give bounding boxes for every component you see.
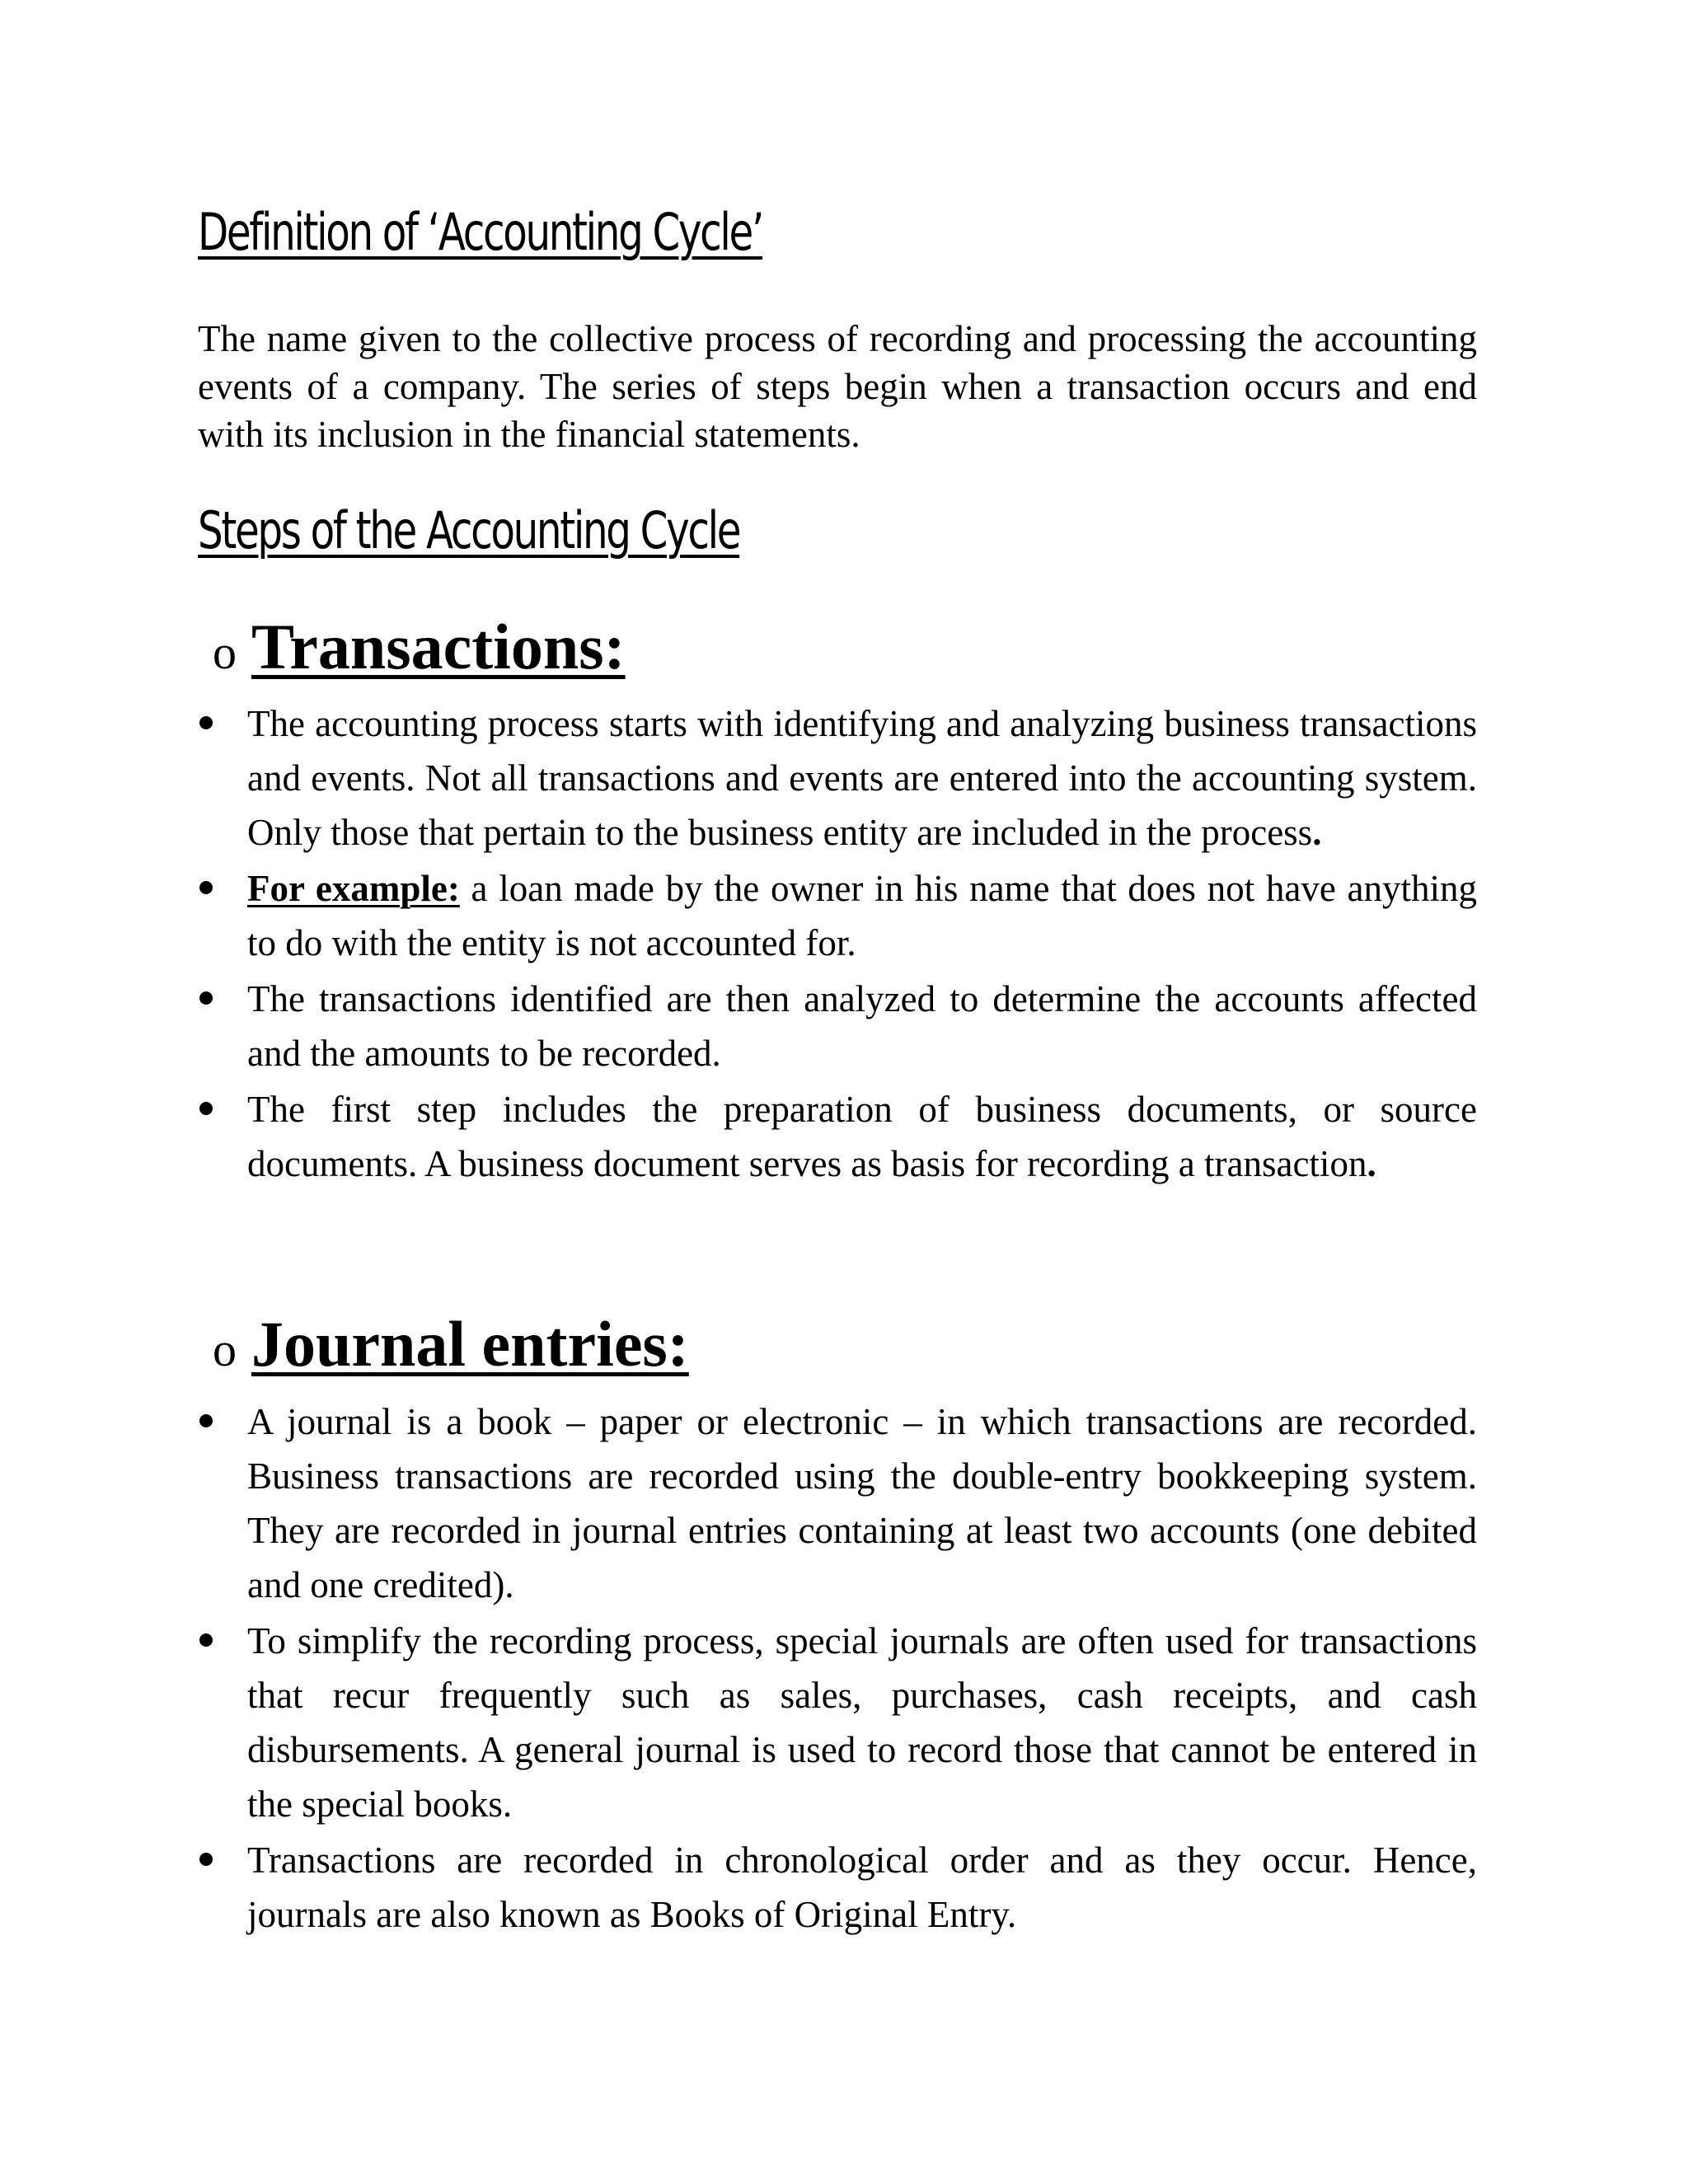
list-item-text: A journal is a book – paper or electronic – in which transactions are recorded. Business transactions are recorded using the double-entry bookkeeping system. They are recorded in journal entries containing at least two accounts (one debited and one credited). bbox=[247, 1401, 1477, 1605]
journal-bullet-list bbox=[198, 1394, 1477, 1943]
list-item bbox=[198, 1614, 1477, 1831]
circle-bullet-icon: o bbox=[213, 1323, 237, 1376]
list-item bbox=[198, 696, 1477, 860]
list-item-period: . bbox=[1367, 1143, 1376, 1184]
bullet-dot-icon bbox=[199, 881, 213, 894]
section-title: Transactions: bbox=[251, 611, 626, 682]
section-heading-transactions bbox=[213, 612, 626, 682]
list-item bbox=[198, 1833, 1477, 1942]
list-item bbox=[198, 1394, 1477, 1612]
list-item-text: Transactions are recorded in chronological order and as they occur. Hence, journals are also known as Books of Original Entry. bbox=[247, 1840, 1477, 1935]
transactions-bullet-list bbox=[198, 696, 1477, 1193]
bullet-dot-icon bbox=[199, 1102, 213, 1115]
list-item-text: The accounting process starts with identifying and analyzing business transactions and events. Not all transactions and events are entered into the accounting system. Only those that pertain to the business entity are included in the process bbox=[247, 703, 1477, 853]
section-heading-journal-entries bbox=[213, 1309, 689, 1380]
bullet-dot-icon bbox=[199, 1633, 213, 1647]
list-item-text: The transactions identified are then analyzed to determine the accounts affected and the amounts to be recorded. bbox=[247, 978, 1477, 1074]
steps-heading: Steps of the Accounting Cycle bbox=[198, 500, 740, 560]
bullet-dot-icon bbox=[199, 1414, 213, 1427]
list-item-text: a loan made by the owner in his name that does not have anything to do with the entity is not accounted for. bbox=[247, 868, 1477, 963]
circle-bullet-icon: o bbox=[213, 626, 237, 679]
example-label: For example: bbox=[247, 868, 460, 909]
bullet-dot-icon bbox=[199, 716, 213, 729]
list-item bbox=[198, 972, 1477, 1080]
bullet-dot-icon bbox=[199, 991, 213, 1005]
bullet-dot-icon bbox=[199, 1853, 213, 1866]
list-item-text: The first step includes the preparation of business documents, or source documents. A business document serves as basis for recording a transaction bbox=[247, 1089, 1477, 1184]
section-title: Journal entries: bbox=[251, 1308, 689, 1380]
definition-heading: Definition of ‘Accounting Cycle’ bbox=[198, 202, 762, 262]
list-item-text: To simplify the recording process, special journals are often used for transactions that recur frequently such as sales, purchases, cash receipts, and cash disbursements. A general journal is used to record those that cannot be entered in the special books. bbox=[247, 1620, 1477, 1825]
list-item bbox=[198, 861, 1477, 970]
list-item-period: . bbox=[1312, 812, 1322, 853]
list-item bbox=[198, 1082, 1477, 1191]
definition-paragraph: The name given to the collective process of recording and processing the accounting events of a company. The series of steps begin when a transaction occurs and end with its inclusion in the financial statements. bbox=[198, 318, 1477, 455]
